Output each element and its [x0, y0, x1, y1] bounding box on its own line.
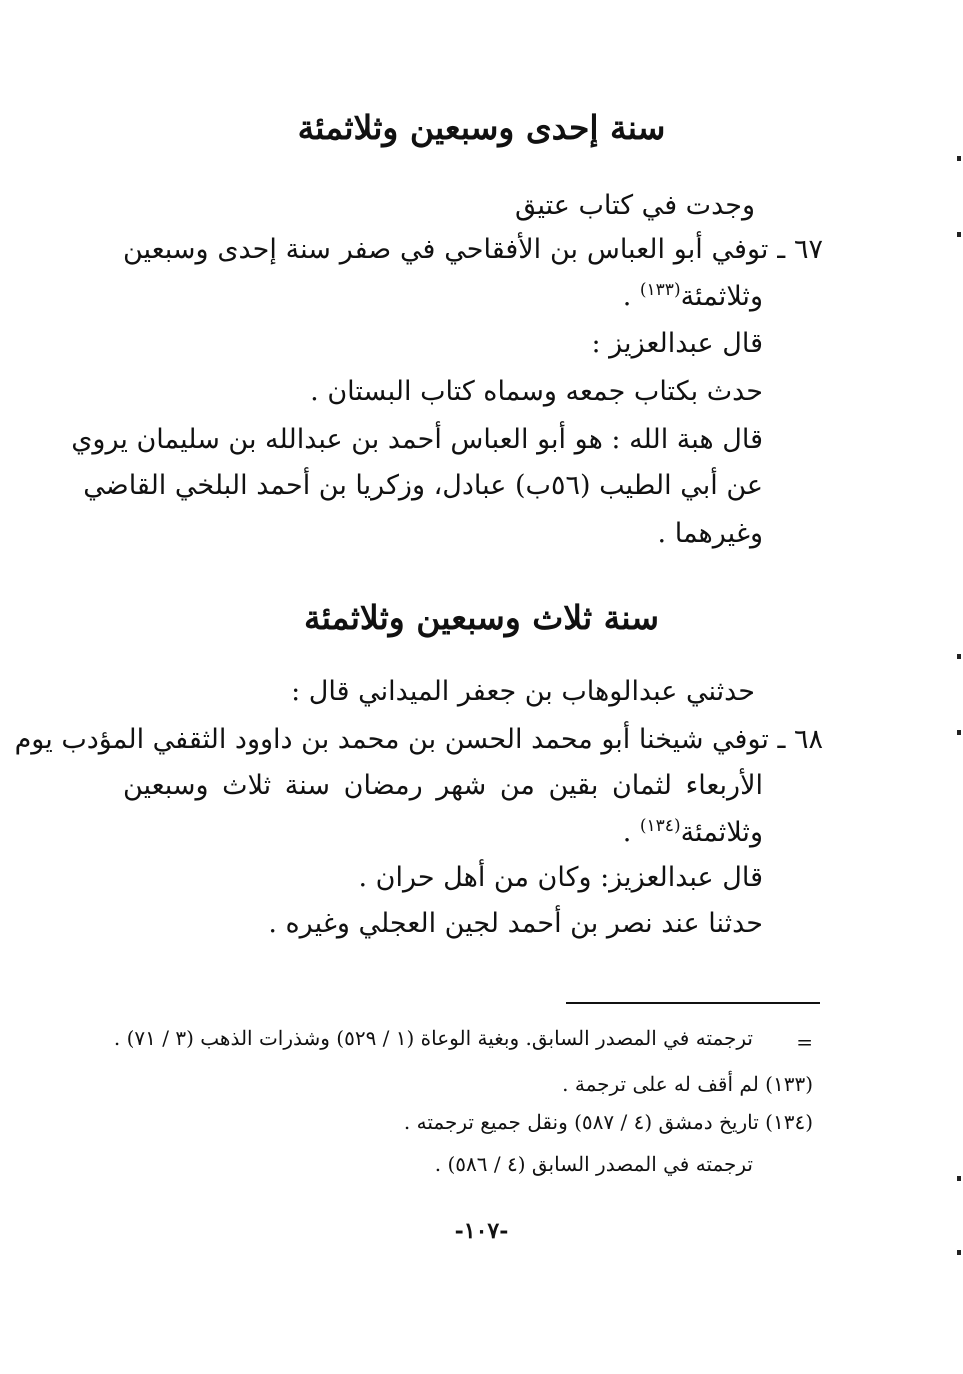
footnote-ref-134: (١٣٤)	[639, 816, 681, 836]
scan-speck	[957, 1250, 961, 1255]
scan-speck	[957, 1176, 961, 1181]
said-hibatullah-line-3: وغيرهما .	[657, 518, 763, 549]
section-heading-373: سنة ثلاث وسبعين وثلاثمئة	[304, 598, 659, 637]
said-abdulaziz-text: حدث بكتاب جمعه وسماه كتاب البستان .	[310, 376, 763, 407]
scan-speck	[957, 232, 961, 237]
scan-speck	[957, 730, 961, 735]
scan-speck	[957, 156, 961, 161]
section-intro: وجدت في كتاب عتيق	[514, 190, 755, 221]
footnote-134: (١٣٤) تاريخ دمشق (٤ / ٥٨٧) ونقل جميع ترجمته .	[403, 1110, 813, 1134]
footnote-134-continuation: ترجمته في المصدر السابق (٤ / ٥٨٦) .	[434, 1152, 753, 1176]
section-intro: حدثني عبدالوهاب بن جعفر الميداني قال :	[291, 676, 755, 707]
footnote-continuation: ترجمته في المصدر السابق. وبغية الوعاة (١ / ٥٢٩) وشذرات الذهب (٣ / ٧١) .	[113, 1026, 753, 1050]
said-abdulaziz: قال عبدالعزيز :	[591, 328, 763, 359]
entry-67-line-2: وثلاثمئة$^{(١٣٣)}$ .	[622, 280, 763, 312]
page-number: -١٠٧-	[454, 1218, 509, 1244]
said-hibatullah-line-1: قال هبة الله : هو أبو العباس أحمد بن عبدالله بن سليمان يروي	[71, 424, 763, 455]
scan-speck	[957, 654, 961, 659]
said-abdulaziz: قال عبدالعزيز: وكان من أهل حران .	[358, 862, 763, 893]
footnote-ref-133: (١٣٣)	[639, 280, 681, 300]
footnote-continuation-marker: =	[796, 1030, 813, 1054]
entry-68-line-3: وثلاثمئة$^{(١٣٤)}$ .	[622, 816, 763, 848]
footnote-133: (١٣٣) لم أقف له على ترجمة .	[562, 1072, 813, 1096]
section-heading-371: سنة إحدى وسبعين وثلاثمئة	[297, 108, 666, 147]
entry-68-line-2: الأربعاء لثمان بقين من شهر رمضان سنة ثلاث وسبعين	[123, 770, 763, 801]
entry-67-line-1: ٦٧ ـ توفي أبو العباس بن الأفقاحي في صفر سنة إحدى وسبعين	[123, 234, 823, 265]
said-hibatullah-line-2: عن أبي الطيب (٥٦ب) عبادل، وزكريا بن أحمد البلخي القاضي	[83, 470, 763, 501]
narration-line: حدثنا عند نصر بن أحمد لجين العجلي وغيره .	[268, 908, 763, 939]
entry-68-line-1: ٦٨ ـ توفي شيخنا أبو محمد الحسن بن محمد بن داوود الثقفي المؤدب يوم	[14, 724, 823, 755]
footnote-separator	[566, 1002, 820, 1004]
